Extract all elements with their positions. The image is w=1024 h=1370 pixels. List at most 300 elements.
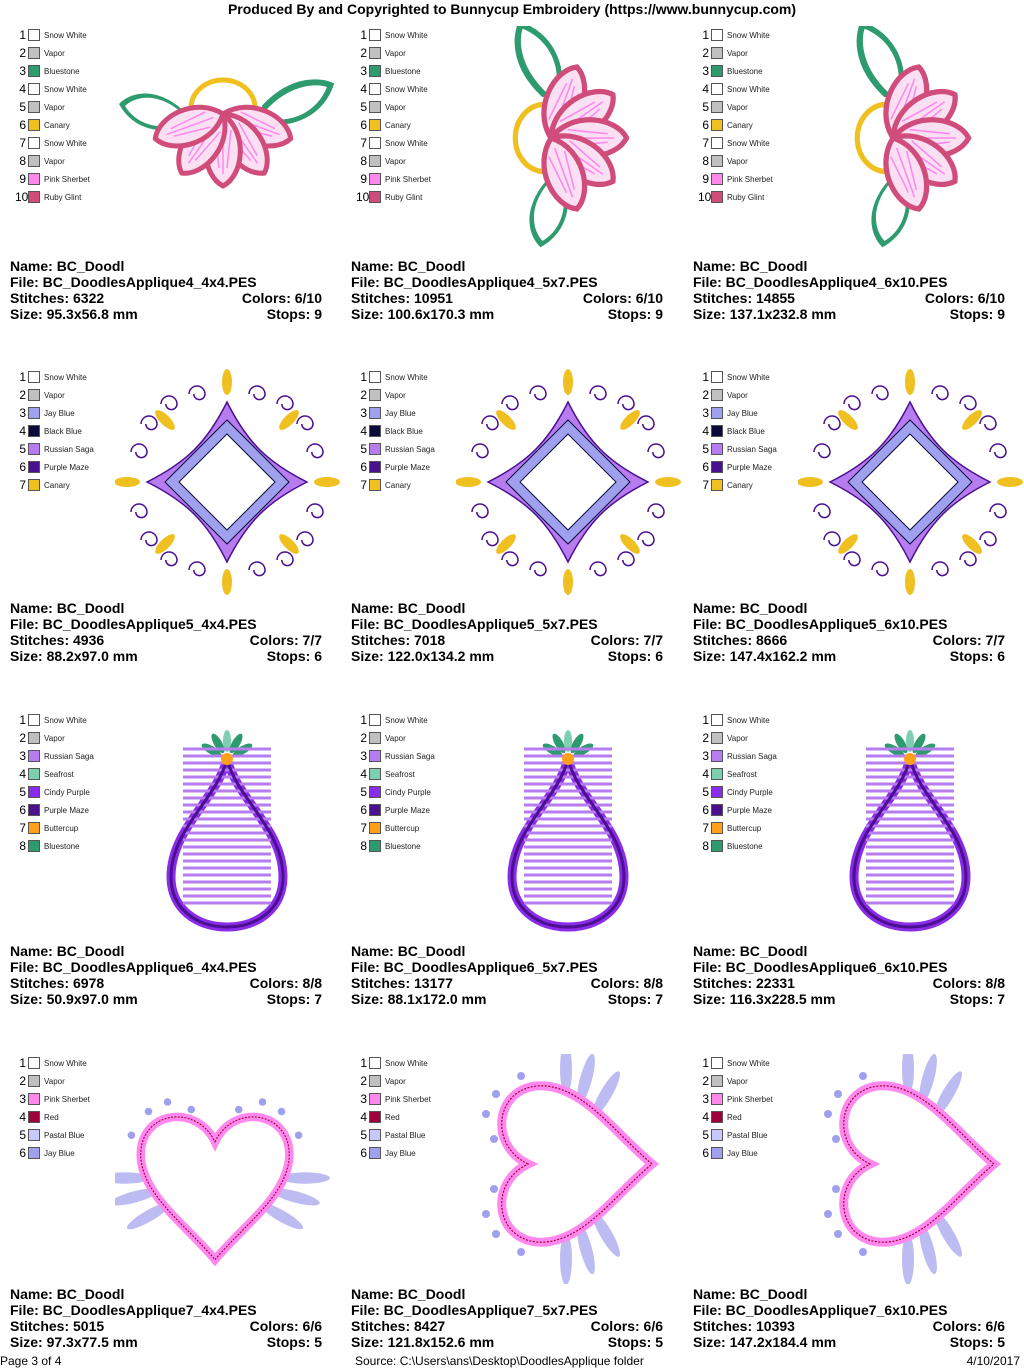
thread-swatch (369, 1111, 381, 1123)
flower-embroidery-image (456, 26, 681, 256)
file-row (351, 1302, 663, 1318)
thread-number: 3 (702, 64, 709, 78)
thread-name: Russian Saga (727, 751, 777, 761)
thread-row (698, 440, 777, 458)
thread-name: Ruby Glint (385, 192, 423, 202)
thread-swatch (711, 822, 723, 834)
thread-row (15, 188, 90, 206)
thread-row (356, 170, 431, 188)
file-label: File: (351, 959, 380, 975)
stitches-row (10, 290, 322, 306)
design-size: 121.8x152.6 mm (387, 1334, 495, 1350)
thread-swatch (28, 786, 40, 798)
thread-swatch (369, 768, 381, 780)
thread-name: Vapor (44, 48, 65, 58)
thread-number: 3 (19, 1092, 26, 1106)
thread-row (698, 1072, 773, 1090)
page-header: Produced By and Copyrighted to Bunnycup Embroidery (https://www.bunnycup.com) (227, 1, 797, 17)
thread-row (356, 837, 435, 855)
stops-label: Stops: (607, 1334, 652, 1350)
name-row (351, 258, 663, 274)
thread-swatch (369, 389, 381, 401)
thread-swatch (28, 29, 40, 41)
name-row (10, 1286, 322, 1302)
thread-color-list (356, 368, 435, 494)
thread-row (15, 476, 94, 494)
thread-row (356, 1072, 431, 1090)
design-file: BC_DoodlesApplique5_5x7.PES (383, 616, 598, 632)
thread-number: 9 (702, 172, 709, 186)
thread-row (698, 26, 773, 44)
heart-embroidery-image (798, 1054, 1023, 1284)
thread-row (698, 1054, 773, 1072)
thread-number: 8 (360, 154, 367, 168)
drop-design-preview (456, 711, 681, 941)
thread-swatch (28, 101, 40, 113)
colors-label: Colors: (582, 290, 632, 306)
stitch-count: 10393 (756, 1318, 795, 1334)
thread-number: 6 (360, 803, 367, 817)
thread-swatch (369, 29, 381, 41)
drop-design-preview (798, 711, 1023, 941)
thread-swatch (28, 804, 40, 816)
stop-count: 5 (655, 1334, 663, 1350)
name-row (351, 943, 663, 959)
design-card (351, 0, 681, 340)
thread-name: Cindy Purple (385, 787, 431, 797)
design-card (693, 0, 1023, 340)
thread-name: Vapor (727, 733, 748, 743)
stitches-row (693, 290, 1005, 306)
design-file: BC_DoodlesApplique6_5x7.PES (383, 959, 598, 975)
thread-swatch (369, 191, 381, 203)
thread-number: 4 (19, 767, 26, 781)
thread-row (15, 80, 90, 98)
thread-row (356, 1090, 431, 1108)
thread-swatch (28, 443, 40, 455)
name-label: Name: (693, 943, 736, 959)
diamond-embroidery-image (456, 368, 681, 598)
thread-number: 5 (702, 785, 709, 799)
thread-row (698, 1126, 773, 1144)
stitches-label: Stitches: (351, 975, 411, 991)
thread-number: 1 (702, 713, 709, 727)
thread-number: 3 (702, 749, 709, 763)
thread-name: Vapor (385, 156, 406, 166)
thread-row (15, 404, 94, 422)
thread-number: 3 (19, 406, 26, 420)
size-label: Size: (10, 648, 43, 664)
thread-row (698, 116, 773, 134)
thread-swatch (711, 1093, 723, 1105)
thread-name: Cindy Purple (727, 787, 773, 797)
heart-design-preview (456, 1054, 681, 1284)
thread-number: 1 (702, 1056, 709, 1070)
thread-color-list (356, 711, 435, 855)
thread-number: 8 (702, 839, 709, 853)
thread-swatch (711, 371, 723, 383)
size-row (351, 306, 663, 322)
thread-number: 8 (360, 839, 367, 853)
thread-name: Seafrost (385, 769, 415, 779)
drop-embroidery-image (798, 711, 1023, 941)
thread-number: 3 (360, 406, 367, 420)
thread-name: Snow White (385, 30, 428, 40)
thread-swatch (711, 155, 723, 167)
thread-name: Vapor (727, 48, 748, 58)
thread-swatch (369, 479, 381, 491)
thread-name: Snow White (44, 84, 87, 94)
thread-number: 10 (698, 190, 712, 204)
thread-color-list (698, 711, 777, 855)
stop-count: 5 (997, 1334, 1005, 1350)
thread-row (15, 386, 94, 404)
thread-number: 4 (702, 424, 709, 438)
diamond-embroidery-image (798, 368, 1023, 598)
thread-swatch (711, 29, 723, 41)
thread-swatch (28, 1129, 40, 1141)
thread-row (698, 1144, 773, 1162)
thread-row (698, 1090, 773, 1108)
size-label: Size: (693, 306, 726, 322)
stitch-count: 4936 (73, 632, 105, 648)
file-row (10, 274, 322, 290)
thread-number: 1 (19, 28, 26, 42)
thread-number: 6 (702, 460, 709, 474)
thread-name: Snow White (727, 372, 770, 382)
stitch-count: 5015 (73, 1318, 105, 1334)
thread-row (356, 26, 431, 44)
stitch-count: 6978 (73, 975, 105, 991)
thread-swatch (28, 137, 40, 149)
thread-swatch (711, 83, 723, 95)
thread-swatch (711, 732, 723, 744)
stitches-row (351, 632, 663, 648)
thread-swatch (28, 1147, 40, 1159)
design-file: BC_DoodlesApplique7_4x4.PES (42, 1302, 257, 1318)
design-size: 147.2x184.4 mm (729, 1334, 837, 1350)
color-count: 7/7 (643, 632, 663, 648)
thread-name: Russian Saga (44, 444, 94, 454)
thread-name: Pink Sherbet (385, 174, 431, 184)
thread-swatch (28, 83, 40, 95)
file-label: File: (10, 616, 39, 632)
thread-row (15, 801, 94, 819)
thread-row (698, 422, 777, 440)
stops-label: Stops: (949, 306, 994, 322)
thread-row (698, 386, 777, 404)
thread-row (356, 1054, 431, 1072)
thread-number: 5 (702, 442, 709, 456)
thread-swatch (369, 443, 381, 455)
thread-row (15, 26, 90, 44)
stitches-row (10, 975, 322, 991)
thread-number: 9 (19, 172, 26, 186)
colors-label: Colors: (932, 1318, 982, 1334)
file-label: File: (351, 616, 380, 632)
design-size: 100.6x170.3 mm (387, 306, 495, 322)
thread-row (356, 440, 435, 458)
thread-name: Jay Blue (727, 1148, 758, 1158)
thread-name: Bluestone (385, 66, 421, 76)
thread-swatch (28, 732, 40, 744)
thread-swatch (28, 461, 40, 473)
design-name: BC_Doodl (397, 943, 466, 959)
thread-row (698, 783, 777, 801)
design-file: BC_DoodlesApplique4_6x10.PES (725, 274, 948, 290)
thread-name: Pink Sherbet (44, 1094, 90, 1104)
thread-row (356, 1126, 431, 1144)
design-name: BC_Doodl (739, 258, 808, 274)
thread-number: 3 (702, 406, 709, 420)
thread-number: 9 (360, 172, 367, 186)
thread-color-list (15, 26, 90, 206)
thread-number: 3 (360, 749, 367, 763)
name-label: Name: (10, 943, 53, 959)
thread-swatch (711, 101, 723, 113)
stitches-label: Stitches: (693, 1318, 753, 1334)
stops-label: Stops: (607, 648, 652, 664)
thread-number: 7 (360, 478, 367, 492)
design-name: BC_Doodl (397, 1286, 466, 1302)
thread-number: 6 (19, 1146, 26, 1160)
thread-number: 4 (702, 767, 709, 781)
thread-name: Vapor (385, 48, 406, 58)
thread-row (15, 1054, 90, 1072)
color-count: 6/6 (643, 1318, 663, 1334)
thread-name: Snow White (727, 138, 770, 148)
thread-number: 4 (19, 82, 26, 96)
thread-swatch (711, 137, 723, 149)
thread-number: 6 (360, 118, 367, 132)
design-info (10, 600, 322, 664)
thread-name: Vapor (385, 102, 406, 112)
size-row (10, 1334, 322, 1350)
thread-swatch (28, 389, 40, 401)
colors-label: Colors: (249, 1318, 299, 1334)
thread-row (356, 765, 435, 783)
stitches-row (693, 632, 1005, 648)
thread-number: 4 (19, 424, 26, 438)
thread-name: Bluestone (385, 841, 421, 851)
colors-label: Colors: (590, 632, 640, 648)
thread-swatch (28, 425, 40, 437)
design-name: BC_Doodl (397, 600, 466, 616)
thread-number: 5 (360, 1128, 367, 1142)
page-footer (0, 1354, 1024, 1370)
thread-number: 5 (702, 1128, 709, 1142)
stitches-row (10, 632, 322, 648)
thread-number: 4 (360, 1110, 367, 1124)
thread-name: Vapor (727, 390, 748, 400)
thread-row (15, 422, 94, 440)
stitches-label: Stitches: (351, 290, 411, 306)
color-count: 8/8 (985, 975, 1005, 991)
name-label: Name: (10, 258, 53, 274)
thread-row (356, 80, 431, 98)
thread-name: Snow White (44, 138, 87, 148)
thread-row (698, 458, 777, 476)
thread-swatch (711, 1075, 723, 1087)
size-row (693, 648, 1005, 664)
stitches-label: Stitches: (693, 290, 753, 306)
thread-number: 7 (19, 478, 26, 492)
thread-number: 2 (360, 388, 367, 402)
file-label: File: (693, 274, 722, 290)
thread-name: Pink Sherbet (385, 1094, 431, 1104)
thread-number: 4 (360, 767, 367, 781)
design-card (351, 685, 681, 1025)
stops-label: Stops: (949, 648, 994, 664)
file-row (693, 1302, 1005, 1318)
stitches-row (10, 1318, 322, 1334)
size-row (10, 306, 322, 322)
thread-name: Vapor (385, 733, 406, 743)
thread-number: 2 (702, 1074, 709, 1088)
stitches-label: Stitches: (10, 975, 70, 991)
thread-row (356, 476, 435, 494)
thread-row (698, 765, 777, 783)
thread-number: 2 (360, 1074, 367, 1088)
design-size: 116.3x228.5 mm (729, 991, 836, 1007)
thread-number: 4 (360, 82, 367, 96)
thread-number: 7 (19, 821, 26, 835)
name-row (351, 1286, 663, 1302)
stitches-label: Stitches: (693, 975, 753, 991)
stitch-count: 8666 (756, 632, 788, 648)
thread-row (15, 368, 94, 386)
color-count: 6/6 (302, 1318, 322, 1334)
stitch-count: 22331 (756, 975, 795, 991)
thread-swatch (711, 65, 723, 77)
thread-number: 1 (360, 370, 367, 384)
file-label: File: (351, 274, 380, 290)
thread-number: 1 (19, 1056, 26, 1070)
name-row (693, 258, 1005, 274)
colors-label: Colors: (932, 975, 982, 991)
design-card (10, 0, 340, 340)
thread-swatch (369, 1147, 381, 1159)
thread-swatch (711, 1147, 723, 1159)
colors-label: Colors: (241, 290, 291, 306)
thread-row (15, 729, 94, 747)
thread-name: Red (727, 1112, 742, 1122)
thread-row (356, 1108, 431, 1126)
thread-number: 7 (702, 136, 709, 150)
thread-number: 2 (702, 46, 709, 60)
thread-name: Red (385, 1112, 400, 1122)
name-label: Name: (10, 1286, 53, 1302)
design-info (693, 1286, 1005, 1350)
thread-swatch (369, 407, 381, 419)
name-label: Name: (351, 600, 394, 616)
drop-embroidery-image (456, 711, 681, 941)
stop-count: 6 (997, 648, 1005, 664)
file-row (10, 959, 322, 975)
thread-row (698, 368, 777, 386)
thread-color-list (15, 368, 94, 494)
flower-design-preview (798, 26, 1023, 256)
thread-name: Vapor (44, 1076, 65, 1086)
color-count: 6/10 (635, 290, 663, 306)
design-info (351, 1286, 663, 1350)
thread-row (698, 729, 777, 747)
thread-name: Buttercup (727, 823, 762, 833)
stops-label: Stops: (266, 306, 311, 322)
stops-label: Stops: (266, 648, 311, 664)
thread-swatch (369, 101, 381, 113)
thread-swatch (369, 786, 381, 798)
thread-row (356, 386, 435, 404)
page-number: Page 3 of 4 (0, 1354, 62, 1368)
size-label: Size: (10, 1334, 43, 1350)
thread-number: 2 (19, 1074, 26, 1088)
diamond-embroidery-image (115, 368, 340, 598)
thread-name: Snow White (44, 1058, 87, 1068)
thread-swatch (369, 461, 381, 473)
thread-number: 1 (360, 28, 367, 42)
thread-swatch (28, 479, 40, 491)
thread-swatch (711, 173, 723, 185)
thread-name: Russian Saga (385, 444, 435, 454)
thread-name: Russian Saga (385, 751, 435, 761)
name-label: Name: (10, 600, 53, 616)
thread-number: 3 (702, 1092, 709, 1106)
thread-name: Pastal Blue (44, 1130, 85, 1140)
stitches-row (351, 290, 663, 306)
thread-name: Snow White (385, 138, 428, 148)
thread-color-list (698, 26, 773, 206)
heart-design-preview (115, 1054, 340, 1284)
heart-embroidery-image (115, 1054, 340, 1284)
design-size: 122.0x134.2 mm (387, 648, 495, 664)
stitches-label: Stitches: (351, 632, 411, 648)
thread-swatch (369, 65, 381, 77)
design-file: BC_DoodlesApplique7_5x7.PES (383, 1302, 598, 1318)
thread-swatch (28, 119, 40, 131)
stop-count: 5 (314, 1334, 322, 1350)
stop-count: 6 (655, 648, 663, 664)
name-label: Name: (351, 943, 394, 959)
thread-name: Buttercup (385, 823, 420, 833)
design-info (351, 943, 663, 1007)
size-label: Size: (351, 648, 384, 664)
thread-name: Jay Blue (44, 408, 75, 418)
design-name: BC_Doodl (397, 258, 466, 274)
color-count: 6/6 (985, 1318, 1005, 1334)
thread-number: 7 (702, 478, 709, 492)
colors-label: Colors: (932, 632, 982, 648)
design-info (351, 258, 663, 322)
thread-swatch (369, 840, 381, 852)
thread-row (15, 1126, 90, 1144)
thread-row (698, 152, 773, 170)
thread-swatch (28, 840, 40, 852)
colors-label: Colors: (249, 975, 299, 991)
thread-number: 4 (702, 82, 709, 96)
thread-swatch (711, 425, 723, 437)
thread-color-list (356, 1054, 431, 1162)
thread-swatch (711, 389, 723, 401)
stitches-label: Stitches: (10, 290, 70, 306)
stop-count: 6 (314, 648, 322, 664)
size-row (351, 991, 663, 1007)
thread-number: 5 (19, 1128, 26, 1142)
thread-name: Canary (44, 120, 70, 130)
file-row (351, 274, 663, 290)
stitches-label: Stitches: (10, 632, 70, 648)
thread-name: Pastal Blue (385, 1130, 426, 1140)
